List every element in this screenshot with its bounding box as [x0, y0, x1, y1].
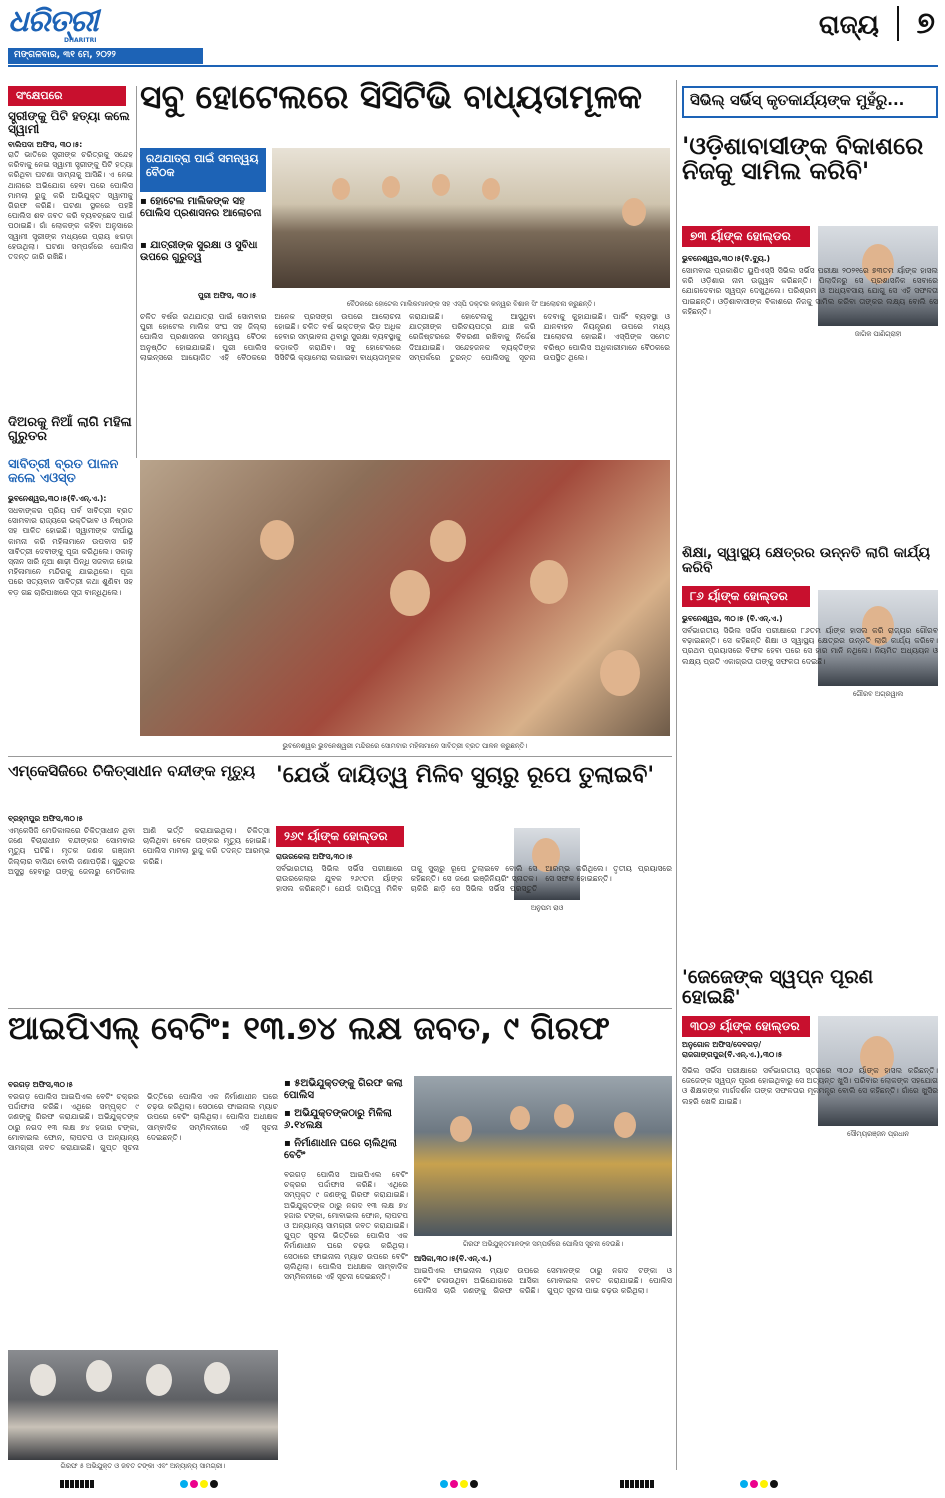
main-headline: ସବୁ ହୋଟେଲରେ ସିସିଟିଭି ବାଧ୍ୟତାମୂଳକ [140, 77, 643, 116]
rank269-dateline: ରାଉରକେଲା ଅଫିସ,୩୦।୫ [276, 852, 353, 861]
arrest-photo [8, 1350, 278, 1460]
civil-rank-2: ୮୬ ର୍ୟାଙ୍କ ହୋଲ୍ଡର [682, 586, 810, 607]
registration-dots-center [440, 1473, 480, 1492]
civil-text-2: ସର୍ବଭାରତୀୟ ସିଭିଲ ସର୍ଭିସ ପରୀକ୍ଷାରେ ୮୬ତମ ର୍ୟାଙ୍କ ହାସଲ କରି ରାଜ୍ୟର ଗୌରବ ବଢ଼ାଇଛନ୍ତି। ସେ କହିଛନ୍ତି ଶିକ୍ଷା ଓ ସ୍ୱାସ୍ଥ୍ୟ କ୍ଷେତ୍ରର ଉନ୍ନତି ଲାଗି କାର୍ଯ୍ୟ କରିବେ। ପ୍ରଥମ ପ୍ରୟାସରେ ବିଫଳ ହେବା ପରେ ସେ ହାର ମାନି ନଥିଲେ। ନିୟମିତ ଅଧ୍ୟୟନ ଓ ଲକ୍ଷ୍ୟ ପ୍ରତି ଏକାଗ୍ରତା ତାଙ୍କୁ ସଫଳତା ଦେଇଛି। [682, 626, 938, 666]
arrest-photo-caption: ଗିରଫ ୫ ଅଭିଯୁକ୍ତ ଓ ଜବତ ଟଙ୍କା ଏବଂ ଅନ୍ୟାନ୍ୟ ସାମଗ୍ରୀ। [60, 1462, 226, 1470]
ipl-text-2: ଆଇପିଏଲ ଫାଇନାଲ ମ୍ୟାଚ ଉପରେ ବେଟିଂ ଚଳାଉଥିବା ଅଭିଯୋଗରେ ଆସିକା ପୋଲିସ ଚାରି ଜଣଙ୍କୁ ଗିରଫ କରିଛି। ସେମାନଙ୍କ ଠାରୁ ନଗଦ ଟଙ୍କା ଓ ମୋବାଇଲ ଜବତ କରାଯାଇଛି। ପୋଲିସ ଗୁପ୍ତ ସୂଚନା ପାଇ ଚଢ଼ଉ କରିଥିଲା। [414, 1266, 672, 1296]
savitri-dateline: ଭୁବନେଶ୍ୱର,୩୦।୫(ବି.ଏନ୍‌.ଏ.): [8, 494, 107, 503]
civil-quote-2: ଶିକ୍ଷା, ସ୍ୱାସ୍ଥ୍ୟ କ୍ଷେତ୍ରର ଉନ୍ନତି ଲାଗି କାର୍ଯ୍ୟ କରିବି [682, 545, 931, 576]
main-dateline: ପୁରୀ ଅଫିସ, ୩୦।୫ [198, 291, 257, 300]
meeting-photo-caption: ବୈଠକରେ ହୋଟେଲ ମାଲିକମାନଙ୍କ ସହ ଏସ୍‌ପି ଡକ୍ଟର କନ୍ୱର ବିଶାଳ ସିଂ ଆଲୋଚନା କରୁଛନ୍ତି। [346, 300, 596, 308]
top-rule [8, 65, 938, 67]
registration-dots-left [180, 1473, 220, 1492]
meeting-photo [272, 148, 670, 288]
ipl-dateline-2: ଆସିକା,୩୦।୫(ବି.ଏନ୍‌.ଏ.) [414, 1254, 492, 1263]
ipl-bullet-2: ▪ ଅଭିଯୁକ୍ତଙ୍କଠାରୁ ମିଳିଲା ୬.୧୪ଲକ୍ଷ [284, 1108, 392, 1131]
main-bullet-2: ▪ ଯାତ୍ରୀଙ୍କ ସୁରକ୍ଷା ଓ ସୁବିଧା ଉପରେ ଗୁରୁତ୍ୱ [140, 240, 258, 263]
main-bullet-1-text: ହୋଟେଲ ମାଲିକଙ୍କ ସହ ପୋଲିସ ପ୍ରଶାସନର ଆଲୋଚନା [140, 196, 262, 219]
civil-text-3: ସିଭିଲ ସର୍ଭିସ ପରୀକ୍ଷାରେ ସର୍ବଭାରତୀୟ ସ୍ତରରେ ୩୦୬ ର୍ୟାଙ୍କ ହାସଲ କରିଛନ୍ତି। ଜେଜେଙ୍କ ସ୍ୱପ୍ନ ପୂରଣ ହୋଇଥିବାରୁ ସେ ଅତ୍ୟନ୍ତ ଖୁସି। ପରିବାର ଲୋକଙ୍କ ସହଯୋଗ ଓ ଶିକ୍ଷକଙ୍କ ମାର୍ଗଦର୍ଶନ ତାଙ୍କ ସଫଳତାର ମୂଳମନ୍ତ୍ର ବୋଲି ସେ କହିଛନ୍ତି। ଗାଁରେ ଖୁସିର ଲହରି ଖେଳି ଯାଇଛି। [682, 1066, 938, 1106]
ipl-bullet-1-text: ୫ଅଭିଯୁକ୍ତଙ୍କୁ ଗିରଫ କଲା ପୋଲିସ [284, 1078, 403, 1101]
logo-text: ଧରିତ୍ରୀ [8, 4, 98, 39]
main-kicker: ରଥଯାତ୍ରା ପାଇଁ ସମନ୍ୱୟ ବୈଠକ [140, 148, 266, 192]
civil-quote-3: 'ଜେଜେଙ୍କ ସ୍ୱପ୍ନ ପୂରଣ ହୋଇଛି' [682, 966, 874, 1008]
section-rule-1 [8, 756, 672, 757]
ipl-bullet-2-text: ଅଭିଯୁକ୍ତଙ୍କଠାରୁ ମିଳିଲା ୬.୧୪ଲକ୍ଷ [284, 1108, 392, 1131]
rank269-portrait-caption: ଅନୁପମ ରାଓ [530, 904, 564, 912]
main-story-text: ଚଳିତ ବର୍ଷର ରଥଯାତ୍ରା ପାଇଁ ସୋମବାର ପୁରୀ ହୋଟେଲ ମାଲିକ ସଂଘ ସହ ଜିଲ୍ଲା ପୋଲିସ ପ୍ରଶାସନର ସମନ୍ୱୟ ବୈଠକ ଅନୁଷ୍ଠିତ ହୋଇଯାଇଛି। ପୁରୀ ପୋଲିସ ଲାଇନ୍ସରେ ଆୟୋଜିତ ଏହି ବୈଠକରେ ଅନେକ ପ୍ରସଙ୍ଗ ଉପରେ ଆଲୋଚନା ହୋଇଛି। ଚଳିତ ବର୍ଷ ଭକ୍ତଙ୍କ ଭିଡ଼ ଅଧିକ ହେବାର ସମ୍ଭାବନା ଥିବାରୁ ସୁରକ୍ଷା ବ୍ୟବସ୍ଥାକୁ କଡ଼ାକଡ଼ି କରାଯିବ। ସବୁ ହୋଟେଲରେ ସିସିଟିଭି କ୍ୟାମେରା ଲଗାଇବା ବାଧ୍ୟତାମୂଳକ କରାଯାଇଛି। ହୋଟେଲକୁ ଆସୁଥିବା ଯାତ୍ରୀଙ୍କ ପରିଚୟପତ୍ର ଯାଞ୍ଚ କରି ରେଜିଷ୍ଟରରେ ବିବରଣୀ ରଖିବାକୁ ନିର୍ଦ୍ଦେଶ ଦିଆଯାଇଛି। ସନ୍ଦେହଜନକ ବ୍ୟକ୍ତିଙ୍କ ସମ୍ପର୍କରେ ତୁରନ୍ତ ପୋଲିସକୁ ସୂଚନା ଦେବାକୁ କୁହାଯାଇଛି। ପାର୍କିଂ ବ୍ୟବସ୍ଥା ଓ ଯାନବାହନ ନିୟନ୍ତ୍ରଣ ଉପରେ ମଧ୍ୟ ଆଲୋଚନା ହୋଇଛି। ଏସ୍‌ପିଙ୍କ ସମେତ ବରିଷ୍ଠ ପୋଲିସ ଅଧିକାରୀମାନେ ବୈଠକରେ ଉପସ୍ଥିତ ଥିଲେ। [140, 312, 670, 362]
custody-text: ଏମ୍‌କେସିଜି ମେଡିକାଲରେ ଚିକିତ୍ସାଧୀନ ଥିବା ଜଣେ ବିଚାରାଧୀନ ବନ୍ଦୀଙ୍କର ସୋମବାର ମୃତ୍ୟୁ ଘଟିଛି। ମୃତକ ଜଣକ ଗଞ୍ଜାମ ଜିଲ୍ଲାର ବାସିନ୍ଦା ବୋଲି ଜଣାପଡ଼ିଛି। ଗୁରୁତର ଅସୁସ୍ଥ ହେବାରୁ ତାଙ୍କୁ ଜେଲରୁ ମେଡିକାଲ ଆଣି ଭର୍ତ୍ତି କରାଯାଇଥିଲା। ଚିକିତ୍ସା ଚାଲିଥିବା ବେଳେ ତାଙ୍କର ମୃତ୍ୟୁ ହୋଇଛି। ପୋଲିସ ମାମଲା ରୁଜୁ କରି ତଦନ୍ତ ଆରମ୍ଭ କରିଛି। [8, 826, 270, 876]
main-bullet-1: ▪ ହୋଟେଲ ମାଲିକଙ୍କ ସହ ପୋଲିସ ପ୍ରଶାସନର ଆଲୋଚନା [140, 196, 262, 219]
savitri-photo [140, 460, 670, 736]
right-column-rule [676, 80, 677, 1470]
civil-byline-1: ଭୁବନେଶ୍ୱର,୩୦।୫(ବି.ବ୍ୟୁ.) [682, 254, 771, 263]
ipl-bullet-1: ▪ ୫ଅଭିଯୁକ୍ତଙ୍କୁ ଗିରଫ କଲା ପୋଲିସ [284, 1078, 403, 1101]
section-name: ରାଜ୍ୟ [818, 10, 879, 40]
brief-item1-text: ରାତି ଭାତିରେ ସ୍ତ୍ରୀଙ୍କ ଚରିତ୍ରକୁ ସନ୍ଦେହ କରିବାକୁ ନେଇ ସ୍ୱାମୀ ସ୍ତ୍ରୀଙ୍କୁ ପିଟି ହତ୍ୟା କରିଥିବା ଘଟଣା ସାମ୍ନାକୁ ଆସିଛି। ଏ ନେଇ ଥାନାରେ ଅଭିଯୋଗ ହେବା ପରେ ପୋଲିସ ମାମଲା ରୁଜୁ କରି ଅଭିଯୁକ୍ତ ସ୍ୱାମୀକୁ ଗିରଫ କରିଛି। ଘଟଣା ସ୍ଥଳରେ ପହଞ୍ଚି ପୋଲିସ ଶବ ଜବତ କରି ବ୍ୟବଚ୍ଛେଦ ପାଇଁ ପଠାଇଛି। ଗାଁ ଲୋକଙ୍କ କହିବା ଅନୁସାରେ ସ୍ୱାମୀ ସ୍ତ୍ରୀଙ୍କ ମଧ୍ୟରେ ପ୍ରାୟ ଝଗଡ଼ା ହେଉଥିଲା। ଘଟଣା ସମ୍ପର୍କରେ ପୋଲିସ ତଦନ୍ତ ଜାରି ରଖିଛି। [8, 150, 133, 262]
civil-rank-1: ୭୩ ର୍ୟାଙ୍କ ହୋଲ୍ଡର [682, 226, 810, 247]
rank269-rank: ୨୬୯ ର୍ୟାଙ୍କ ହୋଲ୍ଡର [276, 826, 404, 847]
ipl-bullet-3: ▪ ନିର୍ମାଣାଧୀନ ଘରେ ଚାଲିଥିଲା ବେଟିଂ [284, 1138, 397, 1161]
civil-quote-1: 'ଓଡ଼ିଶାବାସୀଙ୍କ ବିକାଶରେ ନିଜକୁ ସାମିଲ କରିବି' [682, 132, 924, 186]
brief-item2-title: ଦିଅରକୁ ନିଆଁ ଲାଗି ମହିଳା ଗୁରୁତର [8, 415, 132, 444]
rank269-headline: 'ଯେଉଁ ଦାୟିତ୍ୱ ମିଳିବ ସୁଚାରୁ ରୂପେ ତୁଲାଇବି' [276, 763, 655, 788]
masthead-logo [8, 4, 168, 44]
registration-bars-right [620, 1473, 655, 1492]
portrait-3-caption: ସୌମ୍ୟରଞ୍ଜନ ପ୍ରଧାନ [847, 1130, 909, 1138]
registration-bars-left [60, 1473, 95, 1492]
civil-rank-3: ୩୦୬ ର୍ୟାଙ୍କ ହୋଲ୍ଡର [682, 1016, 810, 1037]
ipl-headline: ଆଇପିଏଲ୍ ବେଟିଂ: ୧୩.୭୪ ଲକ୍ଷ ଜବତ, ୯ ଗିରଫ [8, 1009, 610, 1047]
civil-text-1: ସୋମବାର ପ୍ରକାଶିତ ୟୁପିଏସ୍‌ସି ସିଭିଲ ସର୍ଭିସ ପରୀକ୍ଷା ୨୦୨୧ରେ ୭୩ତମ ର୍ୟାଙ୍କ ହାସଲ କରି ଓଡ଼ିଶାର ନାମ ଉଜ୍ଜ୍ୱଳ କରିଛନ୍ତି। ପିଲାଦିନରୁ ସେ ପ୍ରଶାସନିକ ସେବାରେ ଯୋଗଦେବାର ସ୍ୱପ୍ନ ଦେଖୁଥିଲେ। ପରିଶ୍ରମ ଓ ଅଧ୍ୟବସାୟ ଯୋଗୁ ସେ ଏହି ସଫଳତା ପାଇଛନ୍ତି। ଓଡ଼ିଶାବାସୀଙ୍କ ବିକାଶରେ ନିଜକୁ ସାମିଲ କରିବା ତାଙ୍କର ଲକ୍ଷ୍ୟ ବୋଲି ସେ କହିଛନ୍ତି। [682, 266, 938, 316]
page-number: ୭ [897, 6, 935, 41]
ipl-text: ବରଗଡ଼ ପୋଲିସ ଆଇପିଏଲ ବେଟିଂ ଚକ୍ରର ପର୍ଦ୍ଦାଫାସ କରିଛି। ଏଥିରେ ସମ୍ପୃକ୍ତ ୯ ଜଣଙ୍କୁ ଗିରଫ କରାଯାଇଛି। ଅଭିଯୁକ୍ତଙ୍କ ଠାରୁ ନଗଦ ୧୩ ଲକ୍ଷ ୭୪ ହଜାର ଟଙ୍କା, ମୋବାଇଲ ଫୋନ, ଲାପଟପ ଓ ଅନ୍ୟାନ୍ୟ ସାମଗ୍ରୀ ଜବତ କରାଯାଇଛି। ଗୁପ୍ତ ସୂଚନା ଭିତ୍ତିରେ ପୋଲିସ ଏକ ନିର୍ମାଣାଧୀନ ଘରେ ଚଢ଼ଉ କରିଥିଲା। ସେଠାରେ ଫାଇନାଲ ମ୍ୟାଚ ଉପରେ ବେଟିଂ ଚାଲିଥିଲା। ପୋଲିସ ଅଧୀକ୍ଷକ ସାମ୍ବାଦିକ ସମ୍ମିଳନୀରେ ଏହି ସୂଚନା ଦେଇଛନ୍ତି। [8, 1092, 278, 1153]
portrait-1-caption: ଜାଗିକ ପାଣିଗ୍ରାହୀ [854, 330, 902, 338]
savitri-photo-caption: ଭୁବନେଶ୍ୱର ଭୁବନେଶ୍ୱରୀ ମନ୍ଦିରରେ ସୋମବାର ମହିଳାମାନେ ସାବିତ୍ରୀ ବ୍ରତ ପାଳନ କରୁଛନ୍ତି। [282, 742, 528, 750]
brief-item1-dateline: ବାଲିପଦା ଅଫିସ, ୩୦।୫: [8, 140, 83, 149]
ipl-bullet-3-text: ନିର୍ମାଣାଧୀନ ଘରେ ଚାଲିଥିଲା ବେଟିଂ [284, 1138, 397, 1161]
ipl-dateline: ବରଗଡ଼ ଅଫିସ,୩୦।୫ [8, 1080, 73, 1089]
main-bullet-2-text: ଯାତ୍ରୀଙ୍କ ସୁରକ୍ଷା ଓ ସୁବିଧା ଉପରେ ଗୁରୁତ୍ୱ [140, 240, 258, 263]
ipl-text-cont: ବରଗଡ଼ ପୋଲିସ ଆଇପିଏଲ ବେଟିଂ ଚକ୍ରର ପର୍ଦ୍ଦାଫାସ କରିଛି। ଏଥିରେ ସମ୍ପୃକ୍ତ ୯ ଜଣଙ୍କୁ ଗିରଫ କରାଯାଇଛି। ଅଭିଯୁକ୍ତଙ୍କ ଠାରୁ ନଗଦ ୧୩ ଲକ୍ଷ ୭୪ ହଜାର ଟଙ୍କା, ମୋବାଇଲ ଫୋନ, ଲାପଟପ ଓ ଅନ୍ୟାନ୍ୟ ସାମଗ୍ରୀ ଜବତ କରାଯାଇଛି। ଗୁପ୍ତ ସୂଚନା ଭିତ୍ତିରେ ପୋଲିସ ଏକ ନିର୍ମାଣାଧୀନ ଘରେ ଚଢ଼ଉ କରିଥିଲା। ସେଠାରେ ଫାଇନାଲ ମ୍ୟାଚ ଉପରେ ବେଟିଂ ଚାଲିଥିଲା। ପୋଲିସ ଅଧୀକ୍ଷକ ସାମ୍ବାଦିକ ସମ୍ମିଳନୀରେ ଏହି ସୂଚନା ଦେଇଛନ୍ତି। [284, 1170, 408, 1282]
savitri-headline: ସାବିତ୍ରୀ ବ୍ରତ ପାଳନ କଲେ ଏଓସ୍ତ [8, 457, 119, 486]
savitri-text: ସଧବାଙ୍କର ପ୍ରିୟ ପର୍ବ ସାବିତ୍ରୀ ବ୍ରତ ସୋମବାର ରାଜ୍ୟରେ ଭକ୍ତିଭାବ ଓ ନିଷ୍ଠାର ସହ ପାଳିତ ହୋଇଛି। ସ୍ୱାମୀଙ୍କ ଦୀର୍ଘାୟୁ କାମନା କରି ମହିଳାମାନେ ଉପବାସ ରହି ସାବିତ୍ରୀ ଦେବୀଙ୍କୁ ପୂଜା କରିଥିଲେ। ସକାଳୁ ସ୍ନାନ ସାରି ନୂଆ ଶାଢ଼ୀ ପିନ୍ଧି ସଜବାଜ ହୋଇ ମହିଳାମାନେ ମନ୍ଦିରକୁ ଯାଇଥିଲେ। ପୂଜା ପରେ ସତ୍ୟବାନ ସାବିତ୍ରୀ କଥା ଶୁଣିବା ସହ ବଡ଼ ଗଛ ଚାରିପାଖରେ ସୂତା ବାନ୍ଧିଥିଲେ। [8, 506, 133, 597]
portrait-2-caption: ଗୌରବ ଅଗ୍ରୱାଲ [852, 690, 904, 698]
brief-label: ସଂକ୍ଷେପରେ [8, 86, 126, 106]
rank269-text: ସର୍ବଭାରତୀୟ ସିଭିଲ ସର୍ଭିସ ପରୀକ୍ଷାରେ ରାଉରକେଲାର ଯୁବକ ୨୬୯ତମ ର୍ୟାଙ୍କ ହାସଲ କରିଛନ୍ତି। ଯେଉଁ ଦାୟିତ୍ୱ ମିଳିବ ତାକୁ ସୁଚାରୁ ରୂପେ ତୁଲାଇବେ ବୋଲି ସେ କହିଛନ୍ତି। ସେ ଜଣେ ଇଞ୍ଜିନିୟରିଂ ସ୍ନାତକ। ଚାକିରି ଛାଡ଼ି ସେ ସିଭିଲ ସର୍ଭିସ ପ୍ରସ୍ତୁତି ଆରମ୍ଭ କରିଥିଲେ। ତୃତୀୟ ପ୍ରୟାସରେ ସେ ସଫଳ ହୋଇଛନ୍ତି। [276, 864, 672, 894]
civil-banner: ସିଭିଲ୍ ସର୍ଭିସ୍ କୃତକାର୍ଯ୍ୟଙ୍କ ମୁହଁରୁ... [682, 86, 938, 118]
column-rule [136, 86, 137, 458]
logo-subtitle: DHARITRI [64, 37, 97, 44]
civil-byline-2: ଭୁବନେଶ୍ୱର, ୩୦।୫ (ବି.ଏନ୍‌.ଏ.) [682, 614, 783, 623]
civil-byline-3: ଅନୁଗୋଳ ଅଫିସ/ଦେବଗଡ଼/ରାଜଗାଙ୍ଗପୁର(ବି.ଏନ୍‌.ଏ.),୩୦।୫ [682, 1040, 783, 1059]
custody-headline: ଏମ୍‌କେସିଜିରେ ଚିକିତ୍ସାଧୀନ ବନ୍ଦୀଙ୍କ ମୃତ୍ୟୁ [8, 762, 256, 780]
custody-dateline: ବ୍ରହ୍ମପୁର ଅଫିସ,୩୦।୫ [8, 814, 83, 823]
registration-dots-right [740, 1473, 780, 1492]
ipl-photo [414, 1076, 672, 1236]
ipl-photo-caption: ଗିରଫ ଅଭିଯୁକ୍ତମାନଙ୍କ ସମ୍ପର୍କରେ ପୋଲିସ ସୂଚନା ଦେଉଛି। [462, 1240, 624, 1248]
brief-item1-title: ସ୍ତ୍ରୀଙ୍କୁ ପିଟି ହତ୍ୟା କଲେ ସ୍ୱାମୀ [8, 109, 130, 136]
dateline: ମଙ୍ଗଳବାର, ୩୧ ମେ, ୨୦୨୨ [8, 48, 203, 64]
